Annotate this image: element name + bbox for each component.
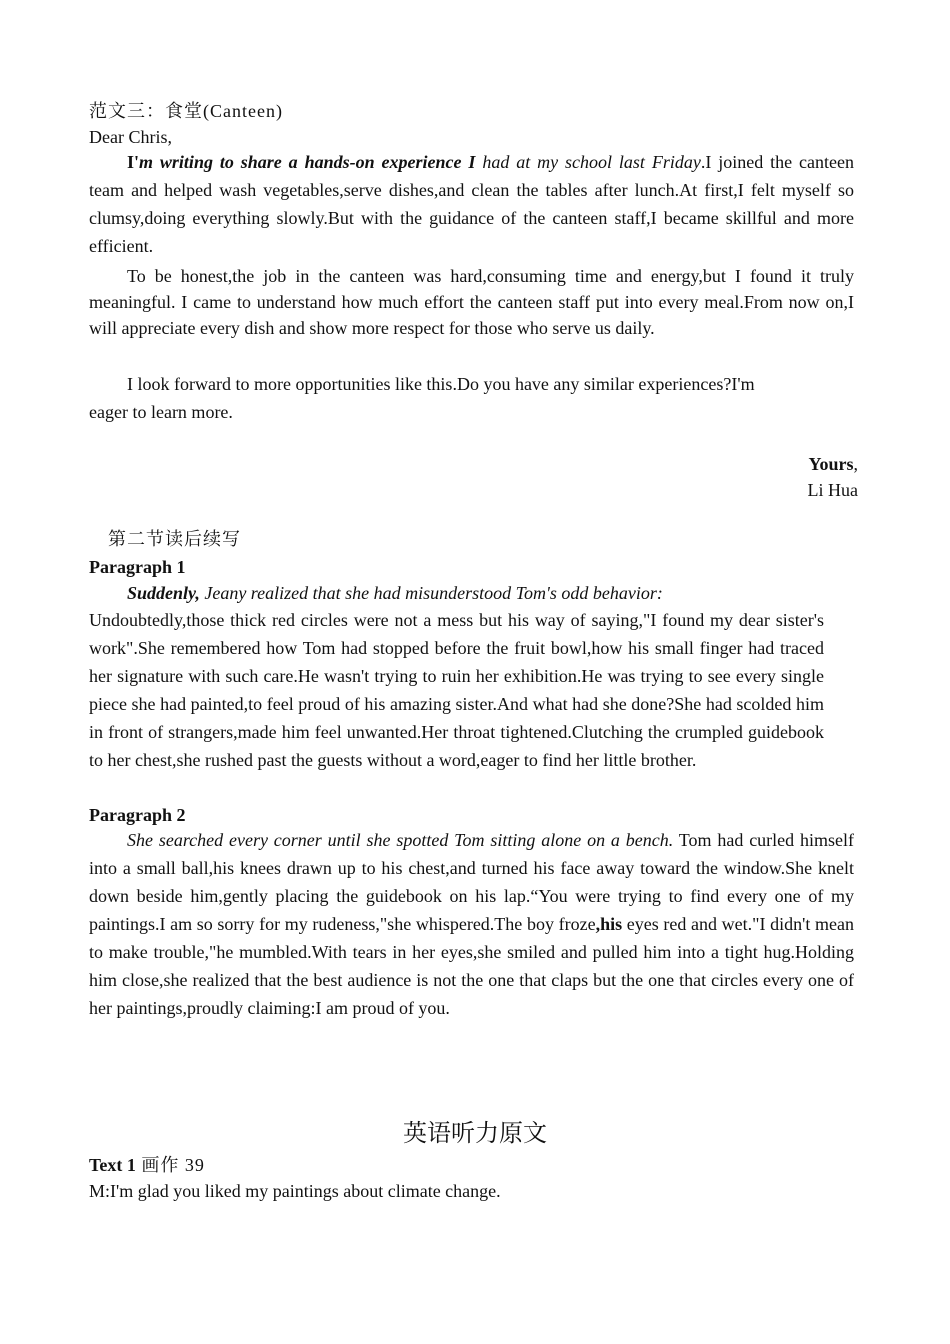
lead-bold-italic: m writing to share a hands-on experience I: [139, 152, 476, 172]
essay-heading: 范文三：食堂(Canteen): [89, 101, 283, 121]
paragraph-2-label: [89, 804, 186, 826]
salutation: Dear Chris,: [89, 127, 172, 147]
closing: [808, 453, 858, 475]
lead-bold: I': [127, 152, 140, 172]
closing-comma: ,: [853, 454, 858, 474]
essay-paragraph-3-line-1: I look forward to more opportunities like this.Do you have any similar experiences?I'm: [127, 374, 755, 394]
paragraph-2-body: [89, 826, 854, 1022]
paragraph-1-body: Undoubtedly,those thick red circles were not a mess but his way of saying,"I found my dear sister's work".She remembered how Tom had stopped before the fruit bowl,how his small finger had traced her signature with such care.He wasn't trying to ruin her exhibition.He was trying to see every single piece she had painted,to feel proud of his amazing sister.And what had she done?She had scolded him in front of strangers,made him feel unwanted.Her throat tightened.Clutching the crumpled guidebook to her chest,she rushed past the guests without a word,eager to find her little brother.: [89, 610, 824, 770]
text1-label: Text 1: [89, 1155, 136, 1175]
paragraph-rest: .I joined the canteen team and helped wash vegetables,serve dishes,and clean the tables after lunch.At first,I felt myself so clumsy,doing everything slowly.But with the guidance of the canteen staff,I became skillful and more efficient.: [89, 152, 854, 256]
essay-paragraph-3-line-2: eager to learn more.: [89, 402, 233, 422]
body-bold: ,his: [595, 914, 623, 934]
text1-ref: 画作 39: [135, 1155, 205, 1175]
signature: Li Hua: [807, 480, 858, 500]
label-text: Paragraph 2: [89, 805, 186, 825]
paragraph-1-label: [89, 556, 186, 578]
text1-heading: [89, 1154, 205, 1176]
section-title: 第二节读后续写: [108, 529, 241, 549]
closing-word: Yours: [808, 454, 854, 474]
body-part-a: Tom had curled himself into a small ball,his knees drawn up to his chest,and turned his face away toward the window.She knelt down beside him,gently placing the guidebook on his lap.“You were trying to find every one of my paintings.I am so sorry for my rudeness,"she whispered.The boy froze: [89, 830, 855, 934]
text1-line: M:I'm glad you liked my paintings about climate change.: [89, 1181, 501, 1201]
body-part-b: eyes red and wet."I didn't mean to make trouble,"he mumbled.With tears in her eyes,she smiled and pulled him into a tight hug.Holding him close,she realized that the best audience is not the one that claps but the one that circles every one of her paintings,proudly claiming:I am proud of you.: [89, 914, 854, 1018]
listening-title: 英语听力原文: [403, 1121, 547, 1147]
essay-paragraph-1: [89, 148, 854, 260]
lead-italic: Jeany realized that she had misunderstood Tom's odd behavior:: [199, 583, 663, 603]
label-text: Paragraph 1: [89, 557, 186, 577]
lead-bold-italic: Suddenly,: [127, 583, 200, 603]
lead-italic: She searched every corner until she spotted Tom sitting alone on a bench.: [127, 830, 674, 850]
essay-paragraph-2: To be honest,the job in the canteen was hard,consuming time and energy,but I found it truly meaningful. I came to understand how much effort the canteen staff put into every meal.From now on,I will appreciate every dish and show more respect for those who serve us daily.: [89, 266, 854, 338]
paragraph-1-lead: [127, 582, 663, 604]
lead-italic: had at my school last Friday: [475, 152, 701, 172]
